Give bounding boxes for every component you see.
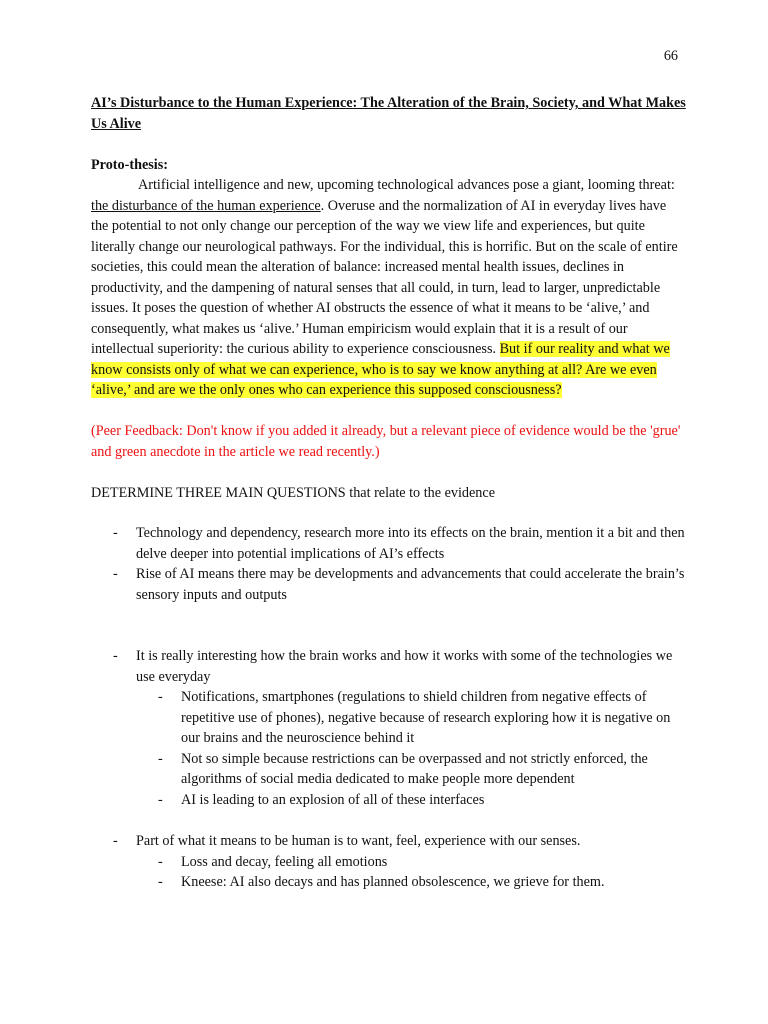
page-number: 66 [663,48,678,64]
proto-thesis-paragraph [91,175,683,401]
question-list-2 [91,646,691,810]
list-item: - Rise of AI means there may be developments and advancements that could accelerate the brain’s sensory inputs and outputs [91,564,691,605]
list-item [91,646,691,810]
thesis-text-intro: Artificial intelligence and new, upcoming technological advances pose a giant, looming threat: [138,177,675,193]
sub-list [136,687,691,810]
question-list-3 [91,831,691,893]
sub-list-item: - Not so simple because restrictions can be overpassed and not strictly enforced, the algorithms of social media dedicated to make people more dependent [136,749,691,790]
sub-list [136,852,691,893]
sub-list-item: - Loss and decay, feeling all emotions [136,852,691,873]
list-item [91,831,691,893]
sub-list-item: - AI is leading to an explosion of all of these interfaces [136,790,691,811]
question-list-1 [91,523,691,605]
peer-feedback: (Peer Feedback: Don't know if you added it already, but a relevant piece of evidence would be the 'grue' and green anecdote in the article we read recently.) [91,423,681,460]
sub-list-item: - Notifications, smartphones (regulations to shield children from negative effects of repetitive use of phones), negative because of research exploring how it is negative on our brains and the neuroscience behind it [136,687,691,749]
list-item: - Technology and dependency, research more into its effects on the brain, mention it a bit and then delve deeper into potential implications of AI’s effects [91,523,691,564]
thesis-text-body: . Overuse and the normalization of AI in everyday lives have the potential to not only change our perception of the way we view life and experiences, but quite literally change our neurological pathways. For the individual, this is horrific. But on the scale of entire societies, this could mean the alteration of balance: increased mental health issues, declines in productivity, and the dampening of natural senses that all could, in turn, lead to larger, unpredictable issues. It poses the question of whether AI obstructs the essence of what it means to be ‘alive,’ and consequently, what makes us ‘alive.’ Human empiricism would explain that it is a result of our intellectual superiority: the curious ability to experience consciousness. [91,197,678,357]
questions-heading: DETERMINE THREE MAIN QUESTIONS that relate to the evidence [91,485,495,501]
document-title: AI’s Disturbance to the Human Experience: The Alteration of the Brain, Society, and What Makes Us Alive [91,95,686,132]
sub-list-item: - Kneese: AI also decays and has planned obsolescence, we grieve for them. [136,872,691,893]
list-item-text: It is really interesting how the brain works and how it works with some of the technologies we use everyday [136,648,673,685]
list-item-text: Part of what it means to be human is to want, feel, experience with our senses. [136,833,581,849]
thesis-highlighted-question: But if our reality and what we know consists only of what we can experience, who is to say we know anything at all? Are we even ‘alive,’ and are we the only ones who can experience this supposed consciousness? [91,341,670,398]
proto-thesis-heading: Proto-thesis: [91,157,168,173]
thesis-underlined-phrase: the disturbance of the human experience [91,197,321,214]
